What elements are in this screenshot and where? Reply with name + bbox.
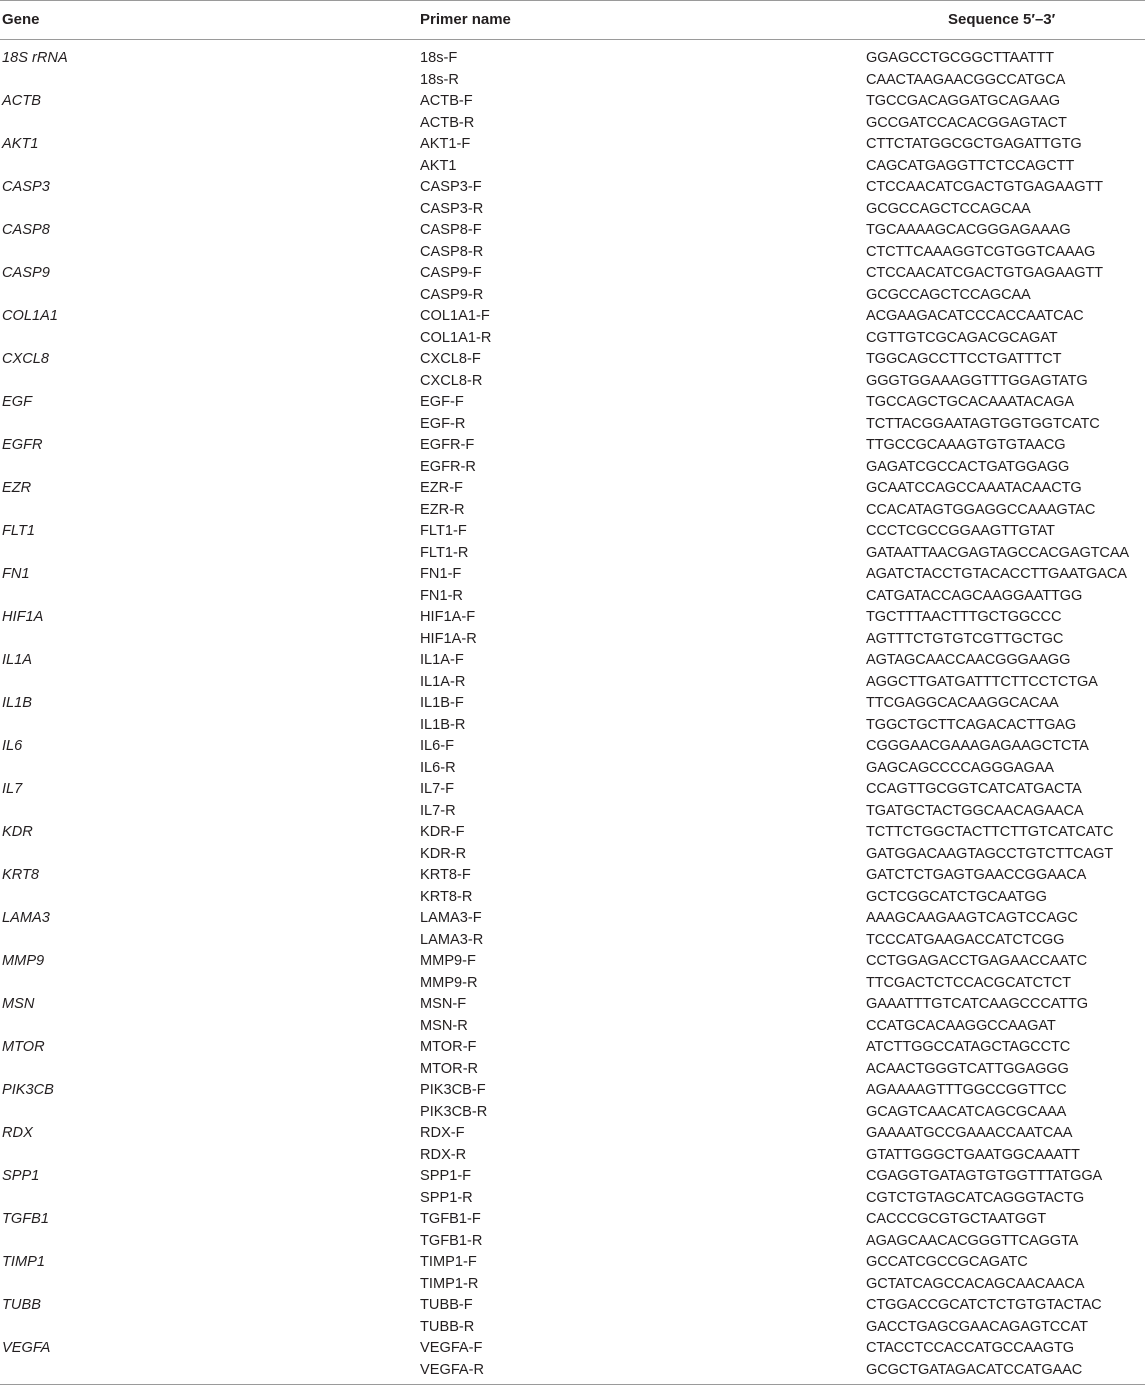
reverse-primer-sequence: CCATGCACAAGGCCAAGAT: [866, 1017, 1056, 1034]
table-row: [0, 113, 1145, 135]
reverse-primer-name: COL1A1-R: [420, 329, 492, 346]
forward-primer-name: IL1A-F: [420, 652, 464, 668]
table-row: [0, 435, 1145, 457]
table-row: [0, 70, 1145, 92]
reverse-primer-name: MMP9-R: [420, 974, 478, 991]
forward-primer-sequence: CCAGTTGCGGTCATCATGACTA: [866, 781, 1082, 797]
table-row: [0, 1317, 1145, 1339]
gene-name: EZR: [2, 480, 32, 496]
gene-name: TIMP1: [2, 1254, 45, 1270]
table-row: [0, 263, 1145, 285]
gene-group: [0, 693, 1145, 736]
reverse-primer-sequence: GGGTGGAAAGGTTTGGAGTATG: [866, 372, 1088, 389]
gene-group: [0, 951, 1145, 994]
reverse-primer-sequence: CATGATACCAGCAAGGAATTGG: [866, 587, 1083, 604]
table-row: [0, 736, 1145, 758]
forward-primer-sequence: TCTTCTGGCTACTTCTTGTCATCATC: [866, 824, 1114, 840]
forward-primer-name: MSN-F: [420, 996, 467, 1012]
table-row: [0, 306, 1145, 328]
forward-primer-sequence: GGAGCCTGCGGCTTAATTT: [866, 50, 1054, 66]
gene-group: [0, 134, 1145, 177]
gene-name: CASP9: [2, 265, 50, 281]
forward-primer-name: CXCL8-F: [420, 351, 481, 367]
table-row: [0, 865, 1145, 887]
forward-primer-name: EZR-F: [420, 480, 463, 496]
reverse-primer-sequence: AGGCTTGATGATTTCTTCCTCTGA: [866, 673, 1098, 690]
gene-name: CXCL8: [2, 351, 50, 367]
header-sequence: Sequence 5′–3′: [948, 11, 1056, 28]
header-rule: [0, 39, 1145, 40]
gene-name: EGFR: [2, 437, 43, 453]
gene-name: HIF1A: [2, 609, 44, 625]
gene-name: VEGFA: [2, 1340, 51, 1356]
table-row: [0, 1166, 1145, 1188]
forward-primer-sequence: CCTGGAGACCTGAGAACCAATC: [866, 953, 1088, 969]
gene-name: IL7: [2, 781, 23, 797]
table-row: [0, 328, 1145, 350]
forward-primer-sequence: AAAGCAAGAAGTCAGTCCAGC: [866, 910, 1078, 926]
gene-name: PIK3CB: [2, 1082, 54, 1098]
forward-primer-sequence: CGAGGTGATAGTGTGGTTTATGGA: [866, 1168, 1103, 1184]
table-row: [0, 1274, 1145, 1296]
table-row: [0, 521, 1145, 543]
table-row: [0, 586, 1145, 608]
forward-primer-sequence: TGCTTTAACTTTGCTGGCCC: [866, 609, 1062, 625]
reverse-primer-sequence: TCTTACGGAATAGTGGTGGTCATC: [866, 415, 1100, 432]
gene-group: [0, 1338, 1145, 1381]
reverse-primer-sequence: GCGCCAGCTCCAGCAA: [866, 200, 1031, 217]
forward-primer-sequence: CGGGAACGAAAGAGAAGCTCTA: [866, 738, 1089, 754]
reverse-primer-name: IL1B-R: [420, 716, 466, 733]
gene-name: 18S rRNA: [2, 50, 68, 66]
gene-group: [0, 263, 1145, 306]
forward-primer-sequence: CTTCTATGGCGCTGAGATTGTG: [866, 136, 1082, 152]
forward-primer-sequence: TGCCGACAGGATGCAGAAG: [866, 93, 1060, 109]
forward-primer-name: PIK3CB-F: [420, 1082, 486, 1098]
reverse-primer-sequence: CGTCTGTAGCATCAGGGTACTG: [866, 1189, 1085, 1206]
reverse-primer-name: FN1-R: [420, 587, 463, 604]
gene-name: RDX: [2, 1125, 33, 1141]
forward-primer-name: MTOR-F: [420, 1039, 477, 1055]
forward-primer-sequence: ACGAAGACATCCCACCAATCAC: [866, 308, 1084, 324]
reverse-primer-sequence: GCTCGGCATCTGCAATGG: [866, 888, 1047, 905]
gene-name: IL1B: [2, 695, 33, 711]
table-row: [0, 1209, 1145, 1231]
forward-primer-sequence: AGTAGCAACCAACGGGAAGG: [866, 652, 1071, 668]
gene-group: [0, 1123, 1145, 1166]
gene-group: [0, 521, 1145, 564]
forward-primer-name: CASP8-F: [420, 222, 482, 238]
table-row: [0, 564, 1145, 586]
table-row: [0, 500, 1145, 522]
gene-name: FLT1: [2, 523, 35, 539]
gene-name: IL6: [2, 738, 23, 754]
reverse-primer-name: EZR-R: [420, 501, 465, 518]
gene-group: [0, 392, 1145, 435]
forward-primer-name: CASP3-F: [420, 179, 482, 195]
reverse-primer-sequence: GCAGTCAACATCAGCGCAAA: [866, 1103, 1067, 1120]
gene-name: CASP8: [2, 222, 50, 238]
table-row: [0, 672, 1145, 694]
gene-name: ACTB: [2, 93, 41, 109]
table-body: [0, 48, 1145, 1381]
table-row: [0, 758, 1145, 780]
gene-group: [0, 908, 1145, 951]
forward-primer-name: TUBB-F: [420, 1297, 473, 1313]
table-row: [0, 973, 1145, 995]
table-row: [0, 1360, 1145, 1382]
reverse-primer-name: IL6-R: [420, 759, 456, 776]
reverse-primer-name: AKT1: [420, 157, 457, 174]
table-row: [0, 930, 1145, 952]
reverse-primer-sequence: GCGCTGATAGACATCCATGAAC: [866, 1361, 1083, 1378]
gene-group: [0, 650, 1145, 693]
gene-name: EGF: [2, 394, 32, 410]
table-row: [0, 1080, 1145, 1102]
table-row: [0, 1102, 1145, 1124]
table-row: [0, 134, 1145, 156]
gene-group: [0, 822, 1145, 865]
forward-primer-sequence: CTACCTCCACCATGCCAAGTG: [866, 1340, 1074, 1356]
table-row: [0, 91, 1145, 113]
forward-primer-name: EGFR-F: [420, 437, 475, 453]
gene-group: [0, 177, 1145, 220]
reverse-primer-sequence: GCGCCAGCTCCAGCAA: [866, 286, 1031, 303]
table-row: [0, 220, 1145, 242]
forward-primer-name: AKT1-F: [420, 136, 471, 152]
reverse-primer-name: IL7-R: [420, 802, 456, 819]
forward-primer-name: RDX-F: [420, 1125, 465, 1141]
table-row: [0, 887, 1145, 909]
table-row: [0, 371, 1145, 393]
forward-primer-name: TGFB1-F: [420, 1211, 481, 1227]
gene-group: [0, 1080, 1145, 1123]
gene-name: MSN: [2, 996, 35, 1012]
forward-primer-name: IL7-F: [420, 781, 455, 797]
table-row: [0, 1338, 1145, 1360]
reverse-primer-name: CASP9-R: [420, 286, 484, 303]
table-row: [0, 629, 1145, 651]
table-row: [0, 715, 1145, 737]
forward-primer-sequence: GCCATCGCCGCAGATC: [866, 1254, 1028, 1270]
table-row: [0, 650, 1145, 672]
forward-primer-sequence: GAAATTTGTCATCAAGCCCATTG: [866, 996, 1088, 1012]
gene-group: [0, 779, 1145, 822]
forward-primer-sequence: GAAAATGCCGAAACCAATCAA: [866, 1125, 1073, 1141]
table-row: [0, 543, 1145, 565]
reverse-primer-sequence: GACCTGAGCGAACAGAGTCCAT: [866, 1318, 1088, 1335]
reverse-primer-name: CASP3-R: [420, 200, 484, 217]
reverse-primer-sequence: GCTATCAGCCACAGCAACAACA: [866, 1275, 1085, 1292]
reverse-primer-sequence: TGATGCTACTGGCAACAGAACA: [866, 802, 1084, 819]
table-row: [0, 414, 1145, 436]
gene-group: [0, 478, 1145, 521]
forward-primer-sequence: CTGGACCGCATCTCTGTGTACTAC: [866, 1297, 1102, 1313]
gene-group: [0, 349, 1145, 392]
reverse-primer-sequence: GAGCAGCCCCAGGGAGAA: [866, 759, 1054, 776]
reverse-primer-name: FLT1-R: [420, 544, 469, 561]
gene-group: [0, 1252, 1145, 1295]
table-row: [0, 285, 1145, 307]
table-header: [0, 0, 1145, 39]
table-row: [0, 779, 1145, 801]
gene-group: [0, 607, 1145, 650]
reverse-primer-name: MTOR-R: [420, 1060, 479, 1077]
forward-primer-name: EGF-F: [420, 394, 464, 410]
table-row: [0, 48, 1145, 70]
forward-primer-sequence: GATCTCTGAGTGAACCGGAACA: [866, 867, 1087, 883]
reverse-primer-sequence: GATAATTAACGAGTAGCCACGAGTCAA: [866, 544, 1129, 561]
forward-primer-name: HIF1A-F: [420, 609, 476, 625]
table-row: [0, 457, 1145, 479]
gene-name: SPP1: [2, 1168, 40, 1184]
table-row: [0, 392, 1145, 414]
gene-group: [0, 1166, 1145, 1209]
forward-primer-sequence: TTCGAGGCACAAGGCACAA: [866, 695, 1059, 711]
reverse-primer-name: SPP1-R: [420, 1189, 473, 1206]
header-gene: Gene: [2, 11, 40, 28]
bottom-rule: [0, 1384, 1145, 1385]
forward-primer-sequence: GCAATCCAGCCAAATACAACTG: [866, 480, 1082, 496]
gene-group: [0, 91, 1145, 134]
reverse-primer-name: TUBB-R: [420, 1318, 475, 1335]
table-row: [0, 908, 1145, 930]
gene-name: AKT1: [2, 136, 39, 152]
reverse-primer-name: EGFR-R: [420, 458, 476, 475]
reverse-primer-name: HIF1A-R: [420, 630, 477, 647]
gene-group: [0, 48, 1145, 91]
reverse-primer-sequence: TCCCATGAAGACCATCTCGG: [866, 931, 1065, 948]
reverse-primer-name: MSN-R: [420, 1017, 468, 1034]
forward-primer-sequence: AGAAAAGTTTGGCCGGTTCC: [866, 1082, 1067, 1098]
table-row: [0, 1123, 1145, 1145]
forward-primer-sequence: CCCTCGCCGGAAGTTGTAT: [866, 523, 1055, 539]
gene-group: [0, 435, 1145, 478]
reverse-primer-name: KRT8-R: [420, 888, 473, 905]
table-row: [0, 844, 1145, 866]
table-row: [0, 951, 1145, 973]
gene-group: [0, 220, 1145, 263]
gene-group: [0, 1037, 1145, 1080]
gene-name: MTOR: [2, 1039, 45, 1055]
forward-primer-name: VEGFA-F: [420, 1340, 483, 1356]
gene-group: [0, 994, 1145, 1037]
reverse-primer-name: CASP8-R: [420, 243, 484, 260]
reverse-primer-sequence: TGGCTGCTTCAGACACTTGAG: [866, 716, 1077, 733]
table-row: [0, 1016, 1145, 1038]
reverse-primer-sequence: CGTTGTCGCAGACGCAGAT: [866, 329, 1058, 346]
table-row: [0, 822, 1145, 844]
gene-name: COL1A1: [2, 308, 58, 324]
reverse-primer-name: EGF-R: [420, 415, 466, 432]
forward-primer-sequence: AGATCTACCTGTACACCTTGAATGACA: [866, 566, 1127, 582]
forward-primer-sequence: TGCAAAAGCACGGGAGAAAG: [866, 222, 1071, 238]
forward-primer-name: FLT1-F: [420, 523, 467, 539]
gene-group: [0, 1209, 1145, 1252]
reverse-primer-sequence: ACAACTGGGTCATTGGAGGG: [866, 1060, 1069, 1077]
gene-name: MMP9: [2, 953, 45, 969]
table-row: [0, 242, 1145, 264]
reverse-primer-sequence: CTCTTCAAAGGTCGTGGTCAAAG: [866, 243, 1096, 260]
gene-name: TGFB1: [2, 1211, 50, 1227]
forward-primer-name: IL6-F: [420, 738, 455, 754]
forward-primer-sequence: TTGCCGCAAAGTGTGTAACG: [866, 437, 1066, 453]
gene-group: [0, 564, 1145, 607]
gene-group: [0, 1295, 1145, 1338]
reverse-primer-name: RDX-R: [420, 1146, 467, 1163]
forward-primer-name: TIMP1-F: [420, 1254, 477, 1270]
table-row: [0, 199, 1145, 221]
reverse-primer-name: 18s-R: [420, 71, 459, 88]
forward-primer-name: CASP9-F: [420, 265, 482, 281]
table-row: [0, 177, 1145, 199]
forward-primer-sequence: TGCCAGCTGCACAAATACAGA: [866, 394, 1074, 410]
gene-name: LAMA3: [2, 910, 50, 926]
gene-group: [0, 306, 1145, 349]
table-row: [0, 801, 1145, 823]
reverse-primer-sequence: CAGCATGAGGTTCTCCAGCTT: [866, 157, 1075, 174]
reverse-primer-name: LAMA3-R: [420, 931, 484, 948]
forward-primer-name: COL1A1-F: [420, 308, 490, 324]
reverse-primer-sequence: CCACATAGTGGAGGCCAAAGTAC: [866, 501, 1096, 518]
table-row: [0, 1059, 1145, 1081]
gene-group: [0, 736, 1145, 779]
table-row: [0, 1037, 1145, 1059]
forward-primer-sequence: CTCCAACATCGACTGTGAGAAGTT: [866, 265, 1103, 281]
reverse-primer-sequence: GTATTGGGCTGAATGGCAAATT: [866, 1146, 1080, 1163]
table-row: [0, 349, 1145, 371]
reverse-primer-name: TIMP1-R: [420, 1275, 479, 1292]
table-row: [0, 1188, 1145, 1210]
table-row: [0, 1295, 1145, 1317]
forward-primer-name: KDR-F: [420, 824, 465, 840]
forward-primer-name: LAMA3-F: [420, 910, 482, 926]
table-row: [0, 693, 1145, 715]
reverse-primer-sequence: AGTTTCTGTGTCGTTGCTGC: [866, 630, 1064, 647]
forward-primer-sequence: CTCCAACATCGACTGTGAGAAGTT: [866, 179, 1103, 195]
table-row: [0, 607, 1145, 629]
gene-group: [0, 865, 1145, 908]
reverse-primer-sequence: GCCGATCCACACGGAGTACT: [866, 114, 1067, 131]
forward-primer-sequence: ATCTTGGCCATAGCTAGCCTC: [866, 1039, 1071, 1055]
forward-primer-name: 18s-F: [420, 50, 458, 66]
reverse-primer-sequence: AGAGCAACACGGGTTCAGGTA: [866, 1232, 1079, 1249]
reverse-primer-name: IL1A-R: [420, 673, 466, 690]
gene-name: TUBB: [2, 1297, 41, 1313]
reverse-primer-name: ACTB-R: [420, 114, 475, 131]
table-row: [0, 1231, 1145, 1253]
reverse-primer-name: KDR-R: [420, 845, 467, 862]
reverse-primer-sequence: GAGATCGCCACTGATGGAGG: [866, 458, 1070, 475]
forward-primer-sequence: TGGCAGCCTTCCTGATTTCT: [866, 351, 1062, 367]
gene-name: IL1A: [2, 652, 33, 668]
reverse-primer-sequence: GATGGACAAGTAGCCTGTCTTCAGT: [866, 845, 1114, 862]
table-row: [0, 1252, 1145, 1274]
table-row: [0, 1145, 1145, 1167]
forward-primer-name: ACTB-F: [420, 93, 473, 109]
forward-primer-sequence: CACCCGCGTGCTAATGGT: [866, 1211, 1046, 1227]
forward-primer-name: MMP9-F: [420, 953, 476, 969]
reverse-primer-name: CXCL8-R: [420, 372, 483, 389]
header-primer-name: Primer name: [420, 11, 511, 28]
gene-name: KDR: [2, 824, 33, 840]
table-row: [0, 156, 1145, 178]
forward-primer-name: SPP1-F: [420, 1168, 472, 1184]
table-row: [0, 478, 1145, 500]
reverse-primer-name: TGFB1-R: [420, 1232, 483, 1249]
reverse-primer-sequence: CAACTAAGAACGGCCATGCA: [866, 71, 1066, 88]
reverse-primer-sequence: TTCGACTCTCCACGCATCTCT: [866, 974, 1071, 991]
reverse-primer-name: VEGFA-R: [420, 1361, 485, 1378]
gene-name: KRT8: [2, 867, 40, 883]
reverse-primer-name: PIK3CB-R: [420, 1103, 488, 1120]
gene-name: FN1: [2, 566, 30, 582]
forward-primer-name: FN1-F: [420, 566, 462, 582]
gene-name: CASP3: [2, 179, 50, 195]
forward-primer-name: KRT8-F: [420, 867, 471, 883]
forward-primer-name: IL1B-F: [420, 695, 464, 711]
table-row: [0, 994, 1145, 1016]
